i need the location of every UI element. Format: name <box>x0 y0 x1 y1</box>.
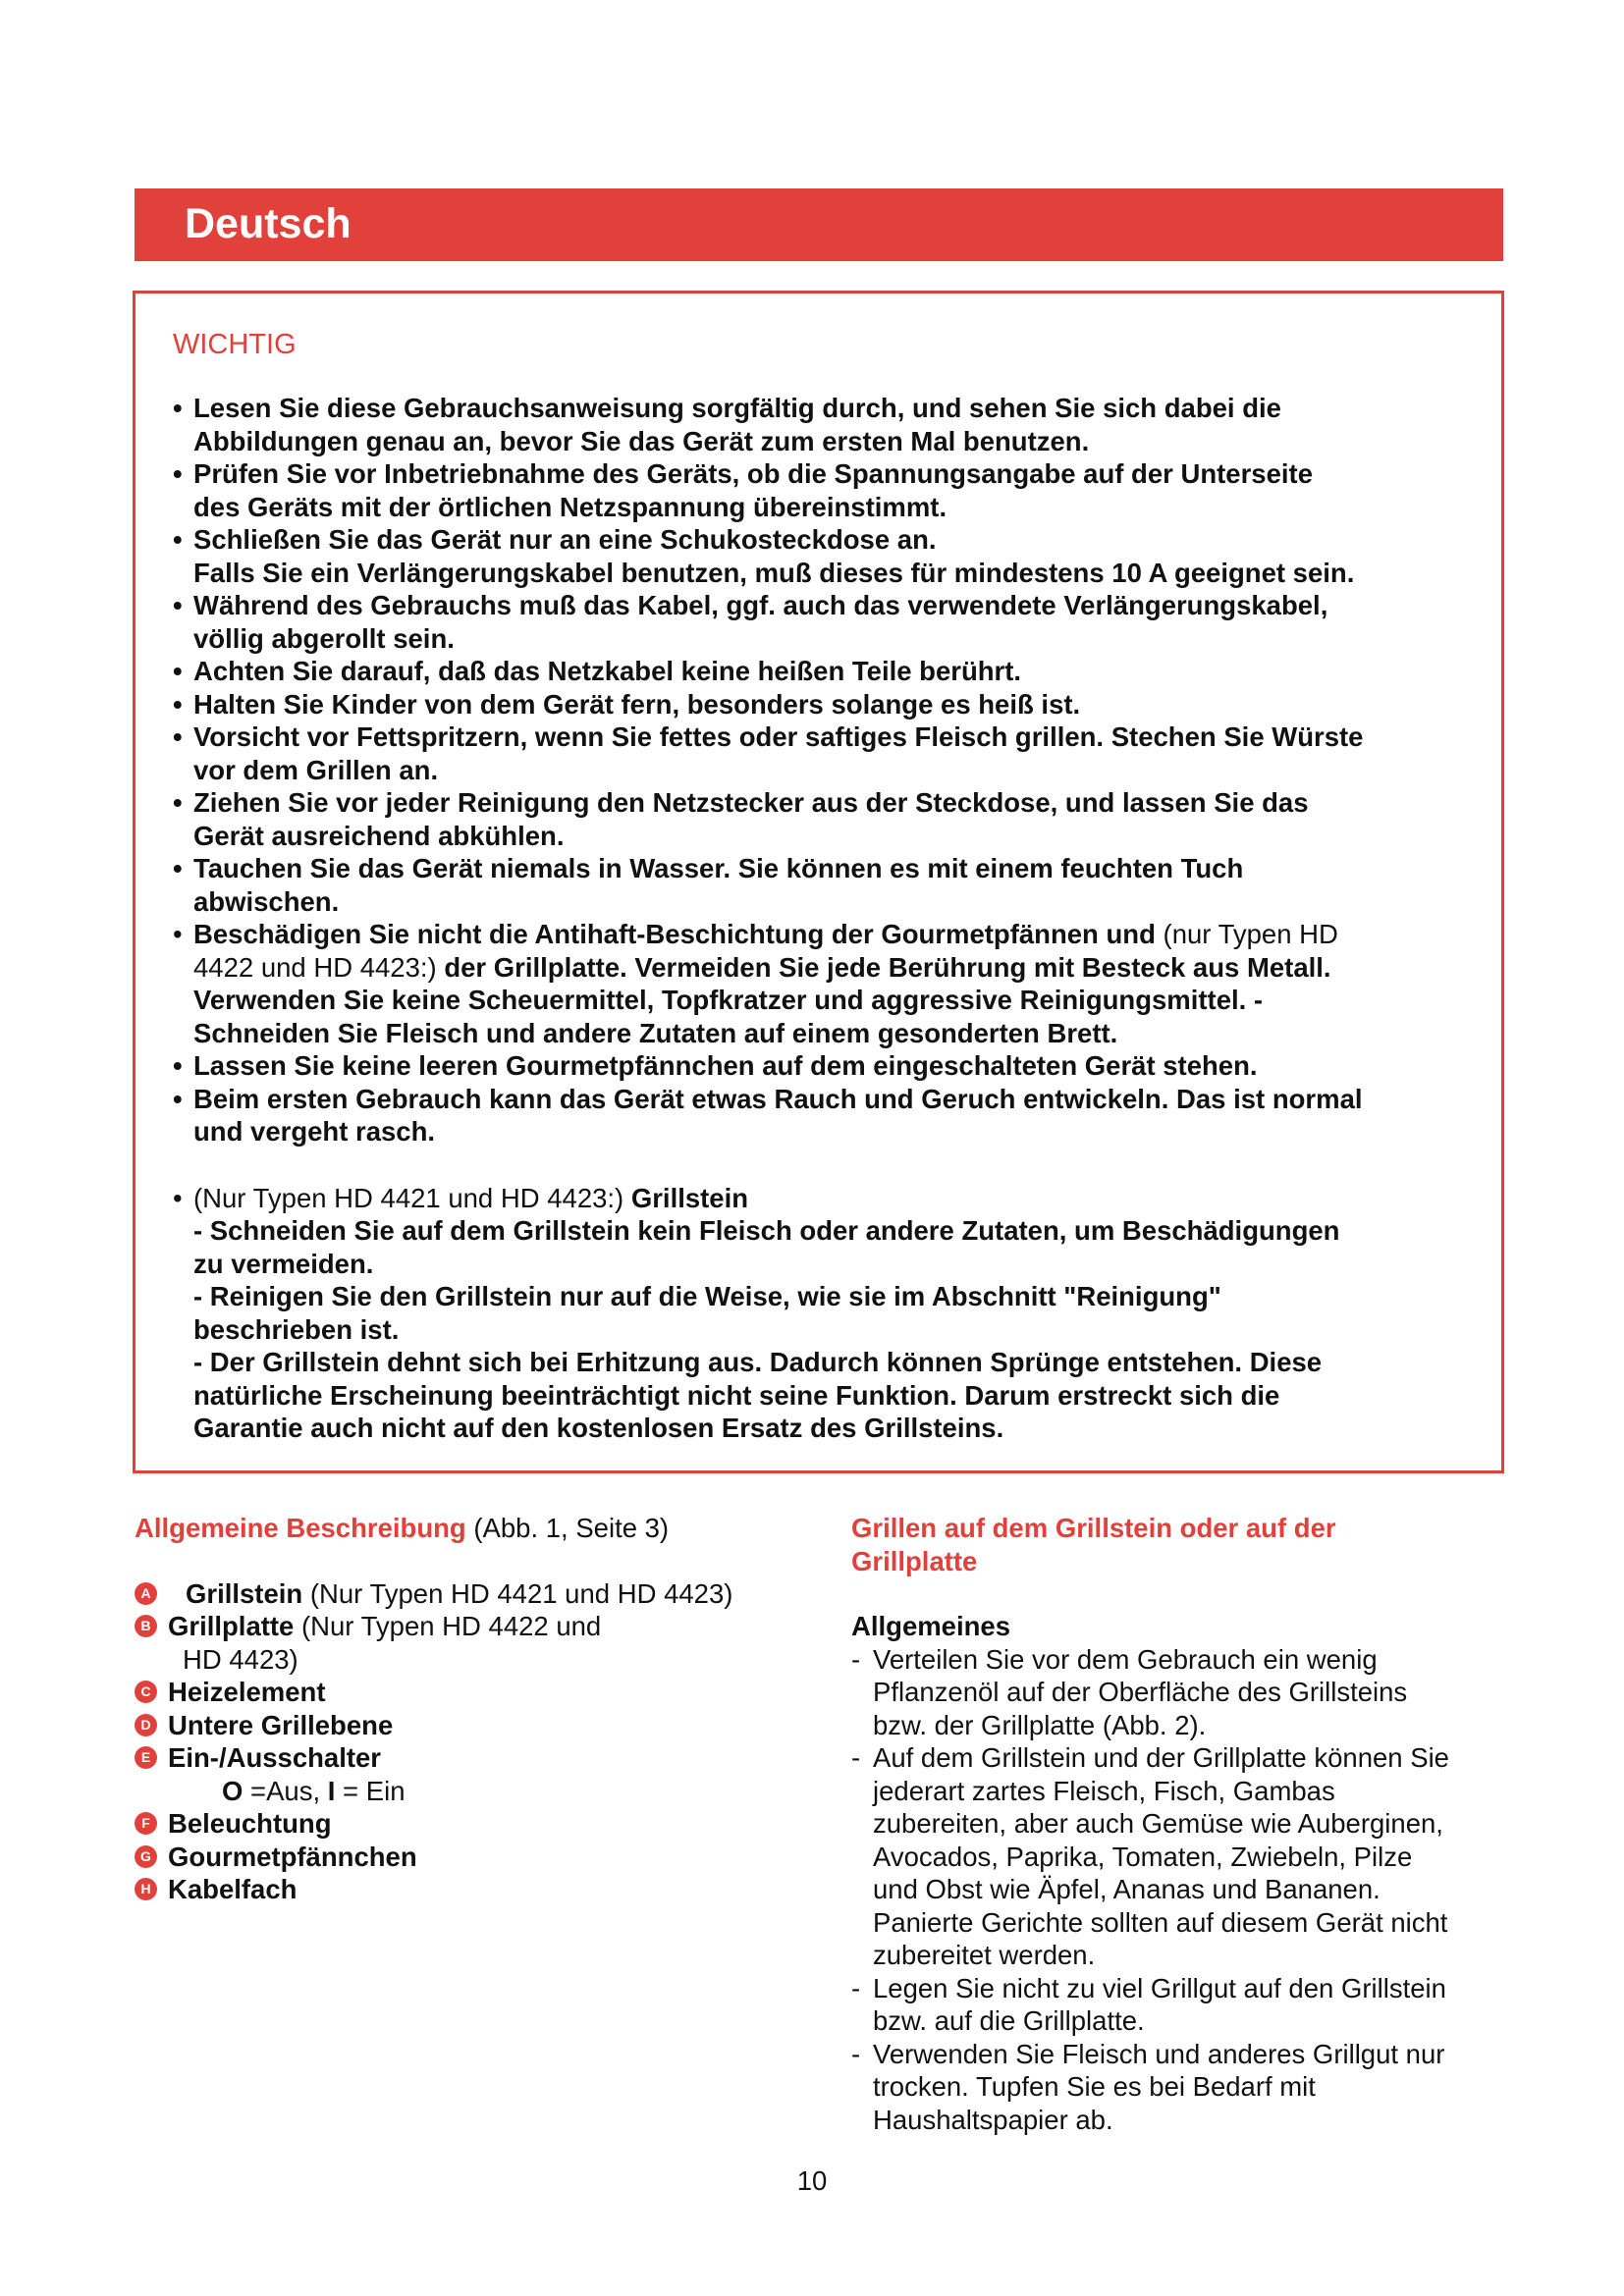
notice-item: • Lesen Sie diese Gebrauchsanweisung sorgfältig durch, und sehen Sie sich dabei die Abbildungen genau an, bevor Sie das Gerät zum ersten Mal benutzen. <box>173 393 1281 456</box>
grillstein-notice: • (Nur Typen HD 4421 und HD 4423:) Grillstein - Schneiden Sie auf dem Grillstein kein Fleisch oder andere Zutaten, um Beschädigungen zu vermeiden. - Reinigen Sie den Grillstein nur auf die Weise, wie sie im Abschnitt "Reinigung" beschrieben ist. - Der Grillstein dehnt sich bei Erhitzung aus. Dadurch können Sprünge entstehen. Diese natürliche Erscheinung beeinträchtigt nicht seine Funktion. Darum erstreckt sich die Garantie auch nicht auf den kostenlosen Ersatz des Grillsteins. <box>173 1182 1340 1443</box>
part-item: F Beleuchtung <box>135 1807 822 1841</box>
part-item: B Grillplatte (Nur Typen HD 4422 und HD 4423) <box>135 1610 822 1676</box>
important-notice-title: WICHTIG <box>173 329 297 360</box>
notice-item: • Lassen Sie keine leeren Gourmetpfännchen auf dem eingeschalteten Gerät stehen. <box>173 1050 1258 1081</box>
important-notice-box <box>133 291 1504 1473</box>
section-heading: Allgemeine Beschreibung (Abb. 1, Seite 3) <box>135 1513 670 1543</box>
letter-a-icon: A <box>135 1582 157 1605</box>
notice-item: • Beschädigen Sie nicht die Antihaft-Beschichtung der Gourmetpfännen und (nur Typen HD 4422 und HD 4423:) der Grillplatte. Vermeiden Sie jede Berührung mit Besteck aus Metall. Verwenden Sie keine Scheuermittel, Topfkratzer und aggressive Reinigungsmittel. - Schneiden Sie Fleisch und andere Zutaten auf einem gesonderten Brett. <box>173 919 1338 1048</box>
notice-item: • Während des Gebrauchs muß das Kabel, ggf. auch das verwendete Verlängerungskabel, völlig abgerollt sein. <box>173 590 1328 654</box>
general-description-section <box>135 1512 822 1906</box>
notice-item: • Achten Sie darauf, daß das Netzkabel keine heißen Teile berührt. <box>173 656 1022 686</box>
notice-item: • Vorsicht vor Fettspritzern, wenn Sie fettes oder saftiges Fleisch grillen. Stechen Sie Würste vor dem Grillen an. <box>173 721 1364 785</box>
section-heading: Grillen auf dem Grillstein oder auf der <box>851 1513 1336 1543</box>
letter-f-icon: F <box>135 1812 157 1835</box>
grilling-section: Grillen auf dem Grillstein oder auf der Grillplatte Allgemeines - Verteilen Sie vor dem Gebrauch ein wenig Pflanzenöl auf der Oberfläche des Grillsteins bzw. der Grillplatte (Abb. 2). - Auf dem Grillstein und der Grillplatte können Sie jederart zartes Fleisch, Fisch, Gambas zubereiten, aber auch Gemüse wie Auberginen, Avocados, Paprika, Tomaten, Zwiebeln, Pilze und Obst wie Äpfel, Ananas und Bananen. Panierte Gerichte sollten auf diesem Gerät nicht zubereitet werden. - Legen Sie nicht zu viel Grillgut auf den Grillstein bzw. auf die Grillplatte. - Verwenden Sie Fleisch und anderes Grillgut nur trocken. Tupfen Sie es bei Bedarf mit Haushaltspapier ab. <box>851 1512 1529 2136</box>
letter-h-icon: H <box>135 1878 157 1900</box>
grilling-tip: - Auf dem Grillstein und der Grillplatte können Sie jederart zartes Fleisch, Fisch, Gambas zubereiten, aber auch Gemüse wie Auberginen, Avocados, Paprika, Tomaten, Zwiebeln, Pilze und Obst wie Äpfel, Ananas und Bananen. Panierte Gerichte sollten auf diesem Gerät nicht zubereitet werden. <box>851 1742 1449 1970</box>
notice-item: • Prüfen Sie vor Inbetriebnahme des Geräts, ob die Spannungsangabe auf der Unterseite des Geräts mit der örtlichen Netzspannung übereinstimmt. <box>173 458 1313 522</box>
letter-b-icon: B <box>135 1615 157 1637</box>
part-item: C Heizelement <box>135 1676 822 1709</box>
notice-item: • Tauchen Sie das Gerät niemals in Wasser. Sie können es mit einem feuchten Tuch abwischen. <box>173 853 1244 917</box>
letter-g-icon: G <box>135 1845 157 1868</box>
grilling-tip: - Legen Sie nicht zu viel Grillgut auf den Grillstein bzw. auf die Grillplatte. <box>851 1972 1446 2036</box>
notice-item: • Ziehen Sie vor jeder Reinigung den Netzstecker aus der Steckdose, und lassen Sie das Gerät ausreichend abkühlen. <box>173 787 1309 851</box>
letter-d-icon: D <box>135 1714 157 1736</box>
part-item: D Untere Grillebene <box>135 1709 822 1742</box>
part-item: G Gourmetpfännchen <box>135 1841 822 1874</box>
part-item: A Grillstein (Nur Typen HD 4421 und HD 4423) <box>135 1577 822 1611</box>
notice-item: • Schließen Sie das Gerät nur an eine Schukosteckdose an. Falls Sie ein Verlängerungskabel benutzen, muß dieses für mindestens 10 A geeignet sein. <box>173 524 1355 588</box>
letter-c-icon: C <box>135 1681 157 1703</box>
language-header-bar <box>135 188 1503 261</box>
part-item: H Kabelfach <box>135 1873 822 1906</box>
important-notice-list <box>173 392 1479 1445</box>
notice-item: • Halten Sie Kinder von dem Gerät fern, besonders solange es heiß ist. <box>173 688 1081 720</box>
page-number: 10 <box>796 2165 828 2196</box>
language-title: Deutsch <box>185 200 352 247</box>
letter-e-icon: E <box>135 1746 157 1769</box>
subsection-heading: Allgemeines <box>851 1611 1011 1641</box>
grilling-tip: - Verteilen Sie vor dem Gebrauch ein wenig Pflanzenöl auf der Oberfläche des Grillsteins bzw. der Grillplatte (Abb. 2). <box>851 1643 1408 1740</box>
part-item: E Ein-/Ausschalter O =Aus, I = Ein <box>135 1741 822 1807</box>
notice-item: • Beim ersten Gebrauch kann das Gerät etwas Rauch und Geruch entwickeln. Das ist normal und vergeht rasch. <box>173 1083 1363 1147</box>
grilling-tip: - Verwenden Sie Fleisch und anderes Grillgut nur trocken. Tupfen Sie es bei Bedarf mit Haushaltspapier ab. <box>851 2038 1445 2135</box>
switch-legend: O =Aus, I = Ein <box>222 1775 406 1806</box>
